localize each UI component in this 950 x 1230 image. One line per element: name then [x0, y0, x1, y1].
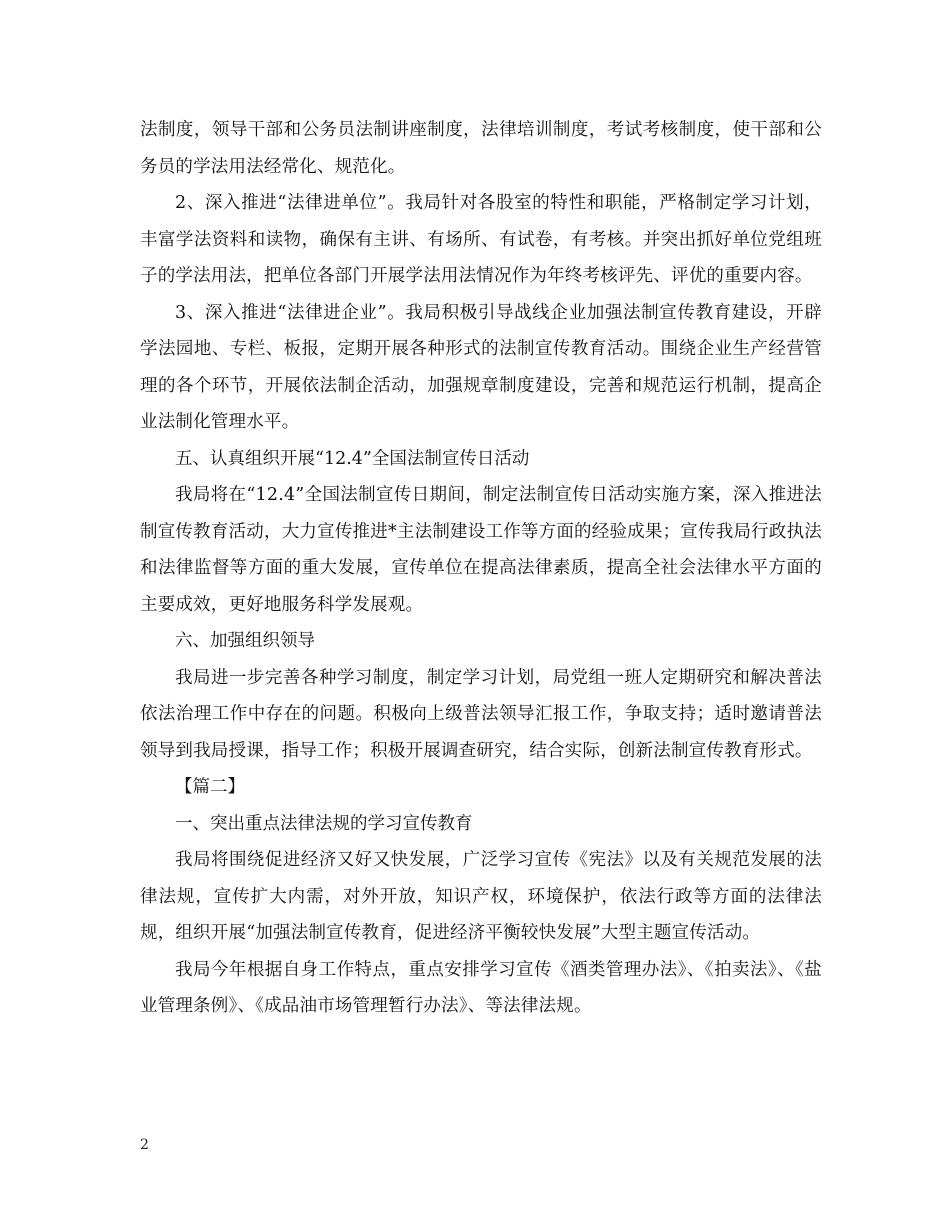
- paragraph-law-into-units: 2、深入推进“法律进单位”。我局针对各股室的特性和职能，严格制定学习计划，丰富学法资料和读物，确保有主讲、有场所、有试卷，有考核。并突出抓好单位党组班子的学法用法，把单位各部门开展学法用法情况作为年终考核评先、评优的重要内容。: [140, 193, 822, 286]
- paragraph-continuation: 法制度，领导干部和公务员法制讲座制度，法律培训制度，考试考核制度，使干部和公务员的学法用法经常化、规范化。: [140, 120, 822, 177]
- section-heading-leadership: 六、加强组织领导: [175, 631, 315, 651]
- paragraph-key-laws: 我局将围绕促进经济又好又快发展，广泛学习宣传《宪法》以及有关规范发展的法律法规，宣传扩大内需，对外开放，知识产权，环境保护，依法行政等方面的法律法规，组织开展“加强法制宣传教育，促进经济平衡较快发展”大型主题宣传活动。: [140, 850, 822, 943]
- paragraph-study-plan: 我局今年根据自身工作特点，重点安排学习宣传《酒类管理办法》、《拍卖法》、《盐业管理条例》、《成品油市场管理暂行办法》、等法律法规。: [140, 959, 822, 1016]
- paragraph-legal-day-plan: 我局将在“12.4”全国法制宣传日期间，制定法制宣传日活动实施方案，深入推进法制宣传教育活动，大力宣传推进*主法制建设工作等方面的经验成果；宣传我局行政执法和法律监督等方面的重大发展，宣传单位在提高法律素质，提高全社会法律水平方面的主要成效，更好地服务科学发展观。: [140, 485, 822, 615]
- section-heading-key-laws: 一、突出重点法律法规的学习宣传教育: [175, 813, 473, 834]
- section-heading-legal-day: 五、认真组织开展“12.4”全国法制宣传日活动: [175, 448, 530, 469]
- part-two-heading: 【篇二】: [175, 777, 245, 797]
- document-body: [140, 112, 822, 1025]
- page-number: 2: [140, 1137, 149, 1153]
- paragraph-leadership: 我局进一步完善各种学习制度，制定学习计划，局党组一班人定期研究和解决普法依法治理工作中存在的问题。积极向上级普法领导汇报工作，争取支持；适时邀请普法领导到我局授课，指导工作；积极开展调查研究，结合实际，创新法制宣传教育形式。: [140, 667, 822, 761]
- paragraph-law-into-enterprises: 3、深入推进“法律进企业”。我局积极引导战线企业加强法制宣传教育建设，开辟学法园地、专栏、板报，定期开展各种形式的法制宣传教育活动。围绕企业生产经营管理的各个环节，开展依法制企活动，加强规章制度建设，完善和规范运行机制，提高企业法制化管理水平。: [140, 302, 822, 432]
